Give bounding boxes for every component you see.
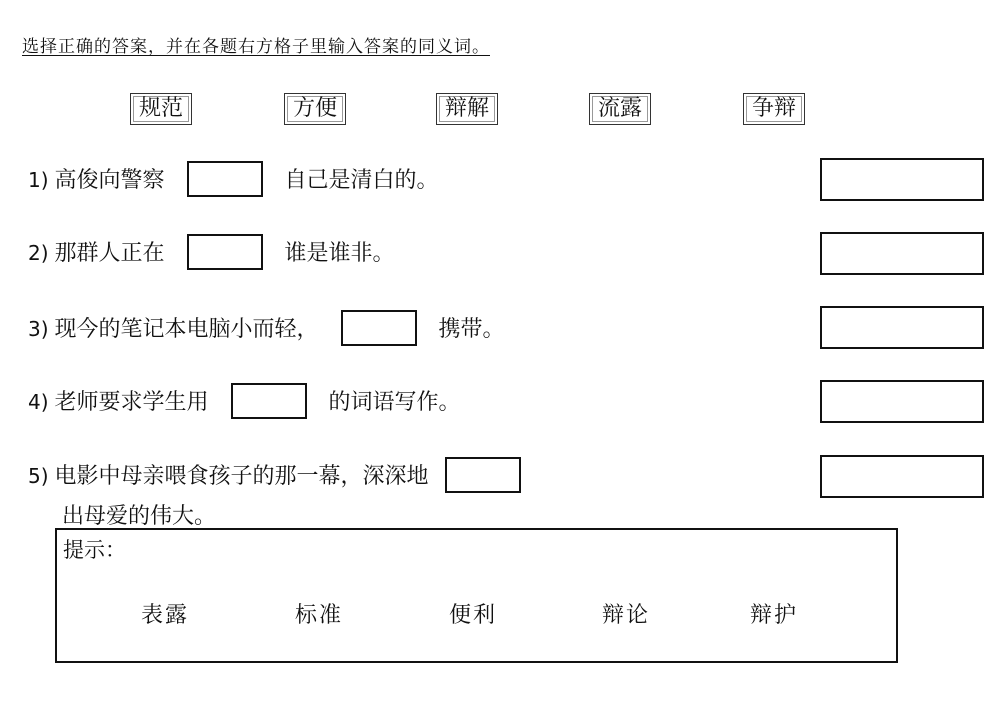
question-text-after: 的词语写作。 (328, 390, 461, 415)
hint-word-5: 辩护 (750, 603, 799, 628)
question-2 (28, 235, 395, 271)
question-text-after: 谁是谁非。 (284, 241, 395, 266)
question-number: 3) (28, 317, 49, 341)
word-bank-item-4[interactable]: 流露 (589, 93, 651, 125)
word-bank-item-2[interactable]: 方便 (284, 93, 346, 125)
question-4 (28, 384, 461, 420)
question-text-before: 那群人正在 (54, 241, 165, 266)
question-1 (28, 162, 439, 198)
question-number: 4) (28, 390, 49, 414)
drop-zone-3[interactable] (341, 310, 417, 346)
hint-word-2: 标准 (295, 603, 344, 628)
hint-word-4: 辩论 (602, 603, 651, 628)
question-5 (28, 458, 543, 494)
hint-box (55, 528, 898, 663)
drop-zone-1[interactable] (187, 161, 263, 197)
hint-word-3: 便利 (449, 603, 498, 628)
question-text-after: 携带。 (438, 317, 505, 342)
question-number: 1) (28, 168, 49, 192)
question-3 (28, 311, 505, 347)
question-text-after: 自己是清白的。 (284, 168, 439, 193)
hint-word-1: 表露 (141, 603, 190, 628)
question-text-before: 高俊向警察 (54, 168, 165, 193)
drop-zone-4[interactable] (231, 383, 307, 419)
answer-input-1[interactable] (820, 158, 984, 201)
question-text-before: 电影中母亲喂食孩子的那一幕，深深地 (54, 464, 429, 489)
question-text-before: 老师要求学生用 (54, 390, 209, 415)
hint-label: 提示： (63, 538, 126, 562)
question-number: 5) (28, 464, 49, 488)
drop-zone-5[interactable] (445, 457, 521, 493)
word-bank-item-3[interactable]: 辩解 (436, 93, 498, 125)
answer-input-2[interactable] (820, 232, 984, 275)
answer-input-3[interactable] (820, 306, 984, 349)
instruction-text: 选择正确的答案，并在各题右方格子里输入答案的同义词。 (22, 37, 490, 57)
question-number: 2) (28, 241, 49, 265)
question-text-before: 现今的笔记本电脑小而轻， (54, 317, 319, 342)
answer-input-4[interactable] (820, 380, 984, 423)
answer-input-5[interactable] (820, 455, 984, 498)
word-bank-item-5[interactable]: 争辩 (743, 93, 805, 125)
drop-zone-2[interactable] (187, 234, 263, 270)
question-5-continuation: 出母爱的伟大。 (62, 504, 217, 529)
word-bank-item-1[interactable]: 规范 (130, 93, 192, 125)
